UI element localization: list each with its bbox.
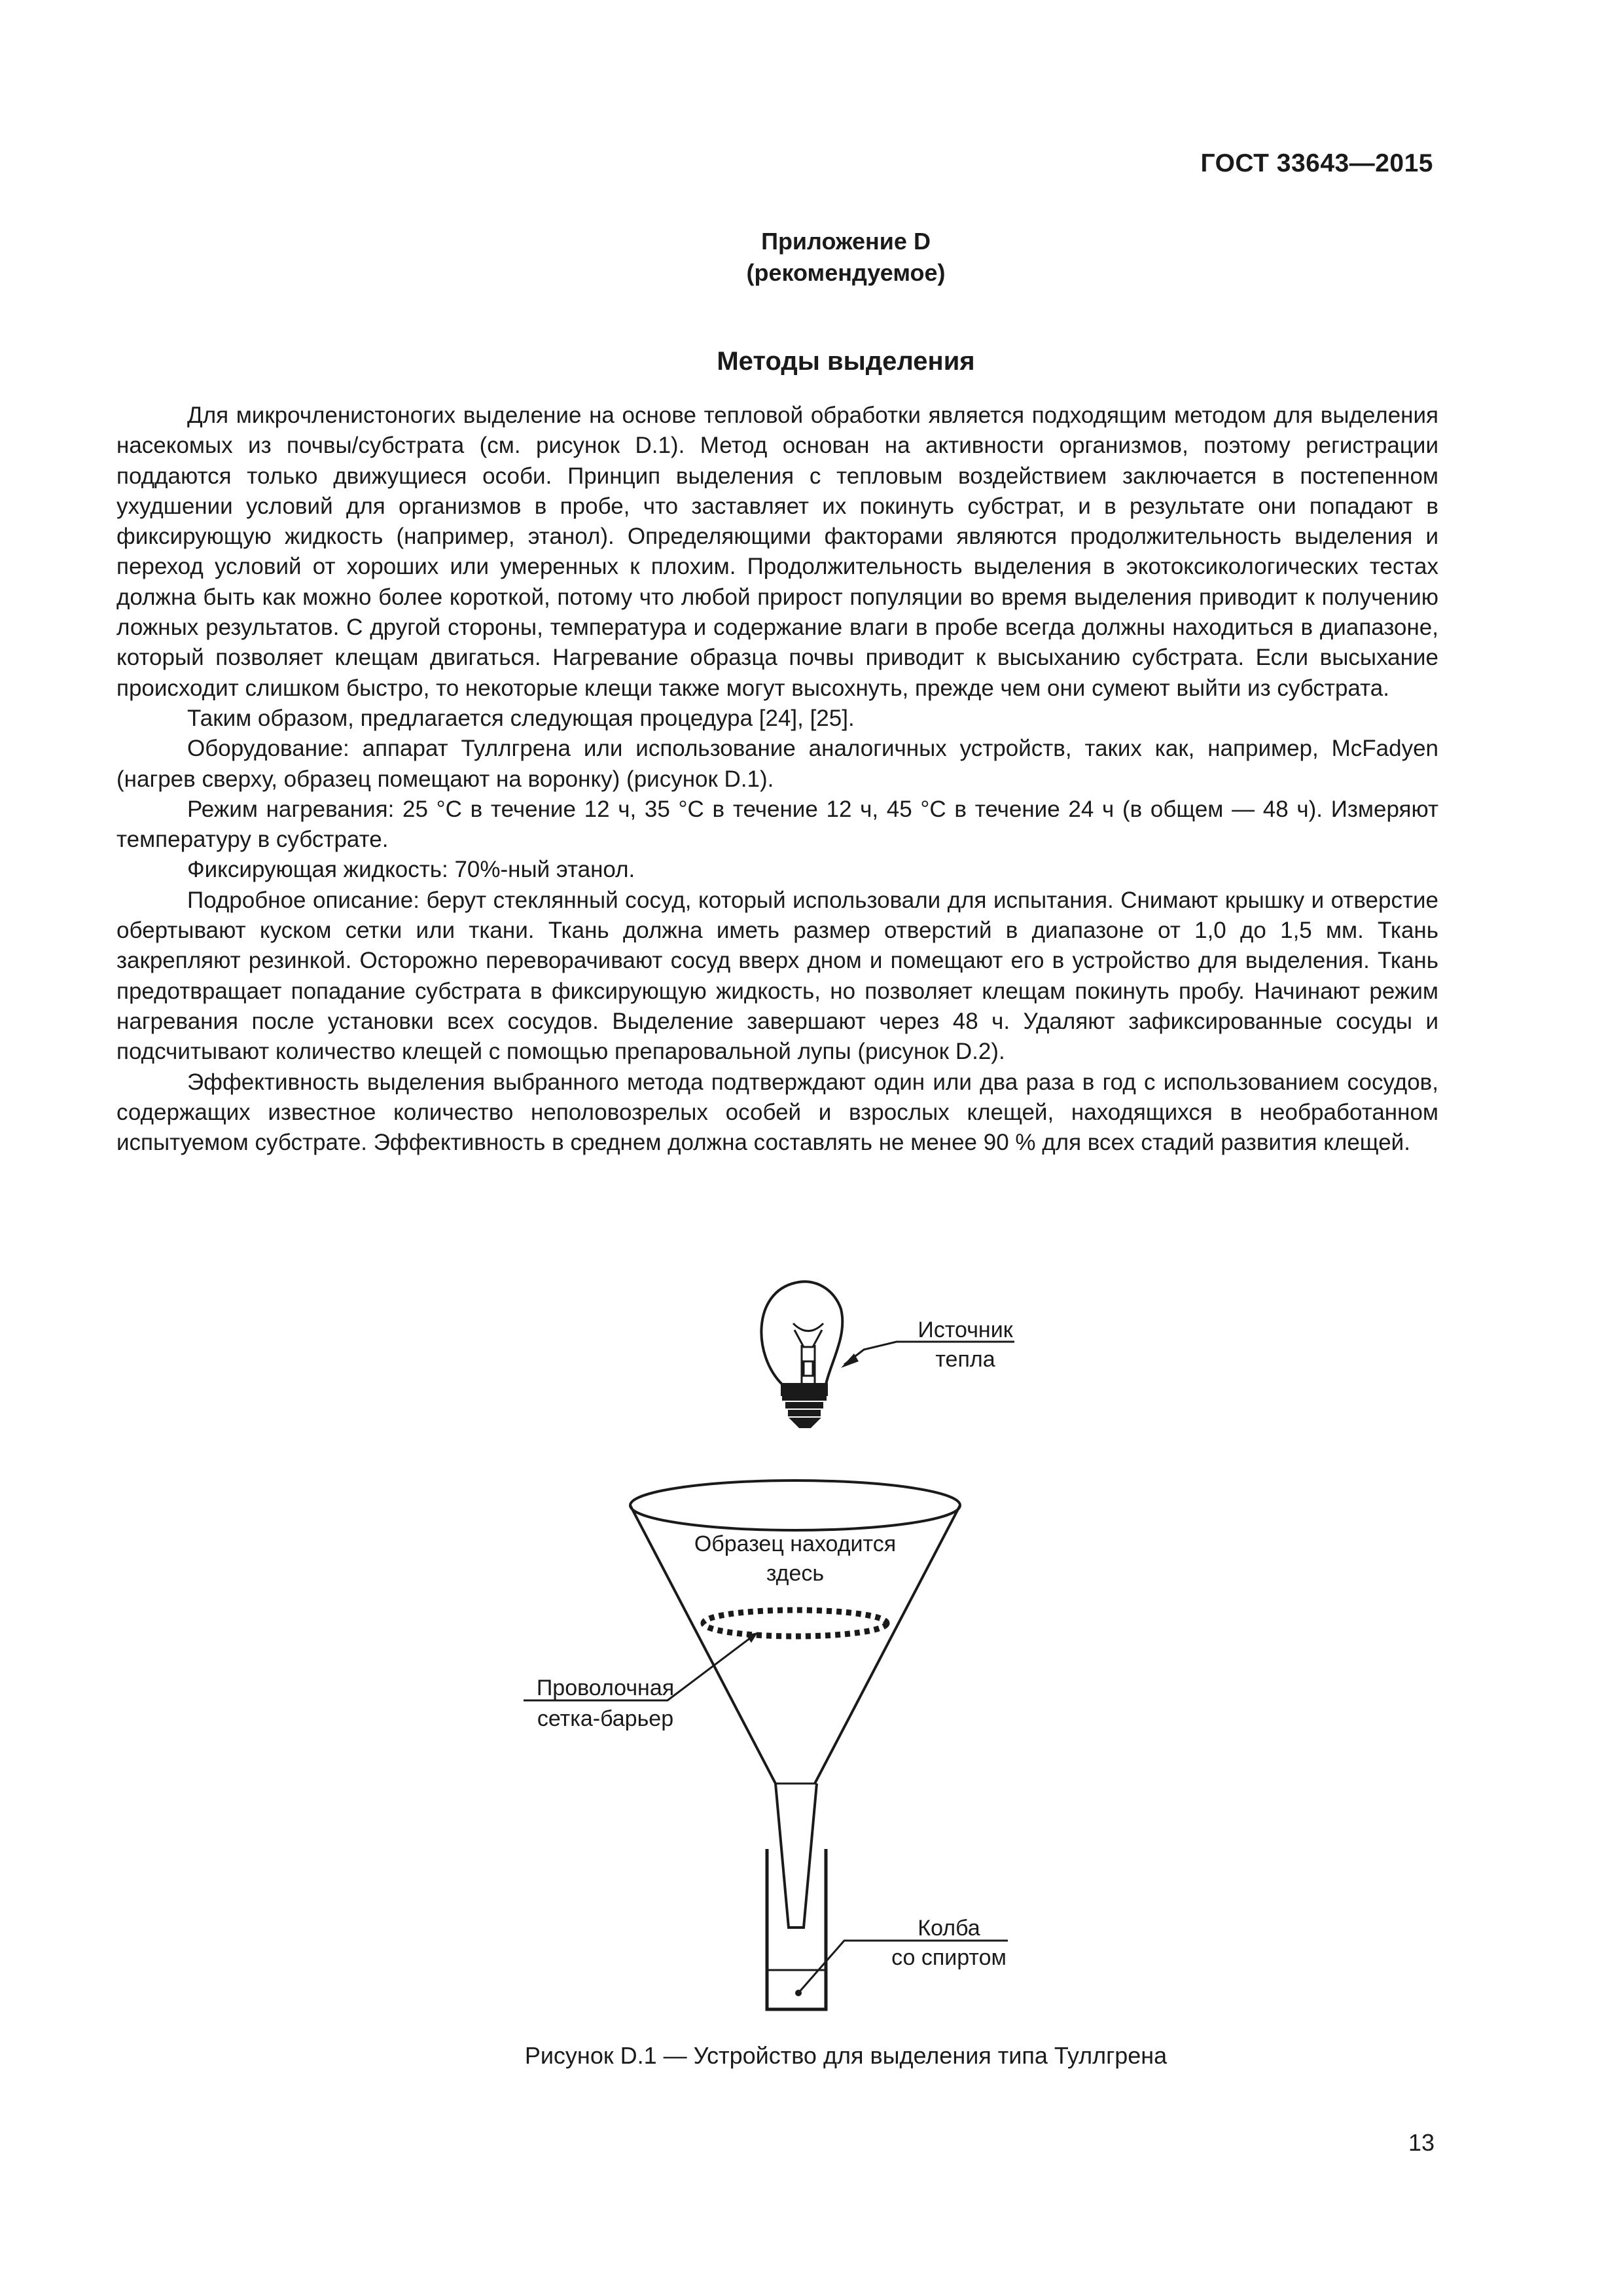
label-mesh-line1: Проволочная: [536, 1676, 675, 1700]
label-flask-line2: со спиртом: [891, 1945, 1007, 1970]
document-standard-number: ГОСТ 33643—2015: [1200, 149, 1433, 177]
alcohol-flask: [767, 1849, 826, 2009]
label-heat-source-line2: тепла: [935, 1347, 995, 1372]
tullgren-apparatus-figure: [458, 1263, 1113, 2022]
paragraph-procedure: Таким образом, предлагается следующая процедура [24], [25].: [187, 705, 855, 731]
paragraph-heating-mode: Режим нагревания: 25 °С в течение 12 ч, 35 °С в течение 12 ч, 45 °С в течение 24 ч (в общем — 48 ч). Измеряют температуру в субстрате.: [116, 796, 1438, 853]
paragraph-equipment: Оборудование: аппарат Туллгрена или использование аналогичных устройств, таких как, например, McFadyen (нагрев сверху, образец помещают на воронку) (рисунок D.1).: [116, 736, 1438, 792]
label-mesh-line2: сетка-барьер: [537, 1706, 674, 1731]
figure-caption: Рисунок D.1 — Устройство для выделения типа Туллгрена: [524, 2042, 1168, 2069]
light-bulb-icon: [761, 1282, 842, 1427]
wire-mesh-barrier: [704, 1610, 887, 1636]
appendix-heading: [0, 226, 1623, 289]
body-text: [116, 401, 1438, 1158]
paragraph-efficiency: Эффективность выделения выбранного метода подтверждают один или два раза в год с использованием сосудов, содержащих известное количество неполовозрелых особей и взрослых клещей, находящихся в необработанном испытуемом субстрате. Эффективность в среднем должна составлять не менее 90 % для всех стадий развития клещей.: [116, 1069, 1438, 1156]
appendix-title: Приложение D: [761, 228, 931, 255]
label-flask-line1: Колба: [918, 1916, 980, 1941]
label-sample-line2: здесь: [766, 1561, 825, 1586]
paragraph-detailed-description: Подробное описание: берут стеклянный сосуд, который использовали для испытания. Снимают крышку и отверстие обертывают куском сетки или ткани. Ткань должна иметь размер отверстий в диапазоне от 1,0 до 1,5 мм. Ткань закрепляют резинкой. Осторожно переворачивают сосуд вверх дном и помещают его в устройство для выделения. Ткань предотвращает попадание субстрата в фиксирующую жидкость, но позволяет клещам покинуть пробу. Начинают режим нагревания после установки всех сосудов. Выделение завершают через 48 ч. Удаляют зафиксированные сосуды и подсчитывают количество клещей с помощью препаровальной лупы (рисунок D.2).: [116, 887, 1438, 1065]
paragraph-intro: Для микрочленистоногих выделение на основе тепловой обработки является подходящим методом для выделения насекомых из почвы/субстрата (см. рисунок D.1). Метод основан на активности организмов, поэтому регистрации поддаются только движущиеся особи. Принцип выделения с тепловым воздействием заключается в постепенном ухудшении условий для организмов в пробе, что заставляет их покинуть субстрат, и в результате они попадают в фиксирующую жидкость (например, этанол). Определяющими факторами являются продолжительность выделения и переход условий от хороших или умеренных к плохим. Продолжительность выделения в экотоксикологических тестах должна быть как можно более короткой, потому что любой прирост популяции во время выделения приводит к получению ложных результатов. С другой стороны, температура и содержание влаги в пробе всегда должны находиться в диапазоне, который позволяет клещам двигаться. Нагревание образца почвы приводит к высыханию субстрата. Если высыхание происходит слишком быстро, то некоторые клещи также могут высохнуть, прежде чем они сумеют выйти из субстрата.: [116, 403, 1438, 701]
label-sample-line1: Образец находится: [694, 1532, 897, 1556]
page-number: 13: [1408, 2129, 1435, 2156]
label-heat-source-line1: Источник: [918, 1318, 1013, 1342]
section-title: Методы выделения: [717, 347, 975, 376]
appendix-subtitle: (рекомендуемое): [746, 259, 946, 286]
paragraph-fixing-liquid: Фиксирующая жидкость: 70%-ный этанол.: [187, 857, 635, 883]
